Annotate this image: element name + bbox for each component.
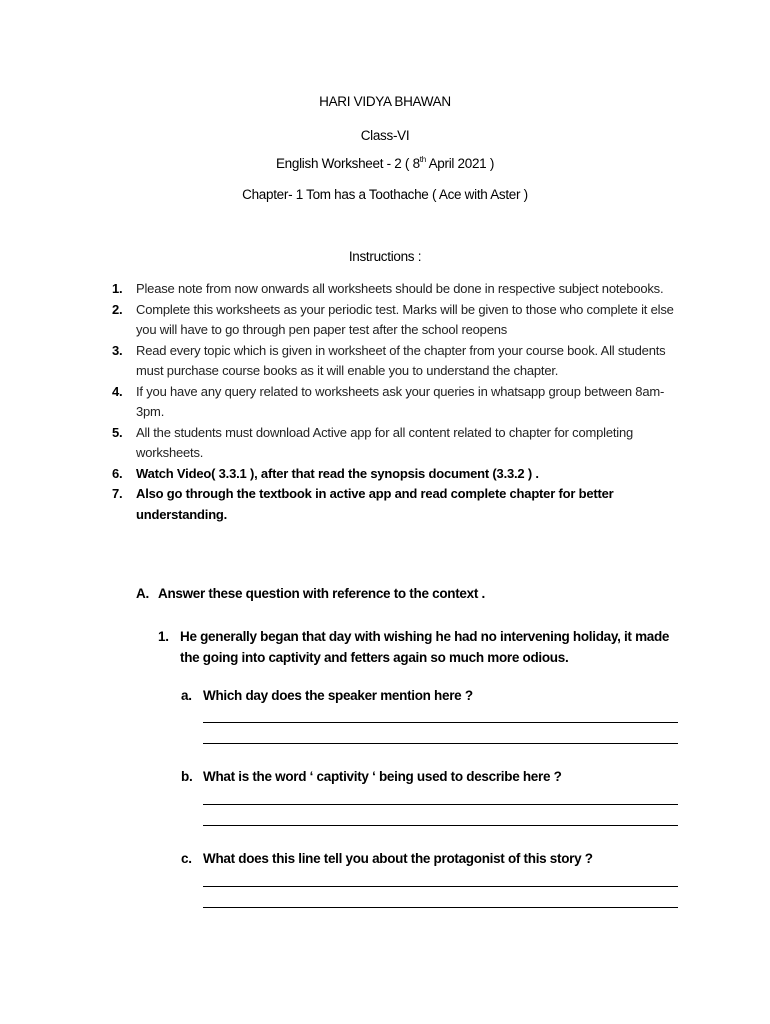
answer-line[interactable] — [203, 825, 678, 826]
instruction-text: Watch Video( 3.3.1 ), after that read the synopsis document (3.3.2 ) . — [136, 465, 539, 481]
instruction-number: 7. — [112, 486, 123, 501]
instruction-item — [112, 300, 692, 341]
subquestion-a — [181, 688, 473, 703]
instruction-item — [112, 382, 692, 423]
subquestion-label: c. — [181, 851, 192, 866]
answer-line[interactable] — [203, 907, 678, 908]
instruction-text: Read every topic which is given in worksheet of the chapter from your course book. All students must purchase course books as it will enable you to understand the chapter. — [136, 342, 666, 378]
worksheet-title-post: April 2021 ) — [425, 156, 495, 171]
answer-line[interactable] — [203, 886, 678, 887]
instruction-item — [112, 279, 692, 300]
instruction-number: 5. — [112, 424, 123, 440]
instruction-text: All the students must download Active app for all content related to chapter for completing worksheets. — [136, 424, 634, 460]
instruction-number: 4. — [112, 383, 123, 399]
instruction-item — [112, 464, 692, 485]
question-1-text: He generally began that day with wishing he had no intervening holiday, it made the going into captivity and fetters again so much more odious. — [180, 629, 670, 665]
chapter-title: Chapter- 1 Tom has a Toothache ( Ace with Aster ) — [242, 187, 528, 202]
instruction-text: Complete this worksheets as your periodic test. Marks will be given to those who complete it else you will have to go through pen paper test after the school reopens — [136, 301, 674, 337]
instruction-item — [112, 341, 692, 382]
subquestion-text: Which day does the speaker mention here ? — [203, 688, 473, 703]
subquestion-text: What does this line tell you about the protagonist of this story ? — [203, 851, 593, 866]
subquestion-label: a. — [181, 688, 192, 703]
section-a-title: Answer these question with reference to the context . — [158, 586, 485, 601]
instruction-text: If you have any query related to worksheets ask your queries in whatsapp group between 8am-3pm. — [136, 383, 665, 419]
instruction-item — [112, 423, 692, 464]
question-1 — [158, 626, 678, 668]
instruction-item — [112, 484, 692, 525]
question-1-number: 1. — [158, 629, 169, 644]
worksheet-title-sup: th — [419, 155, 426, 164]
subquestion-label: b. — [181, 769, 193, 784]
instructions-list — [112, 279, 692, 525]
instruction-text: Also go through the textbook in active app and read complete chapter for better understanding. — [136, 486, 614, 522]
subquestion-c — [181, 851, 593, 866]
answer-line[interactable] — [203, 743, 678, 744]
worksheet-title-pre: English Worksheet - 2 ( 8 — [275, 156, 420, 171]
instruction-number: 2. — [112, 301, 123, 317]
subquestion-text: What is the word ‘ captivity ‘ being used to describe here ? — [203, 769, 562, 784]
instruction-number: 1. — [112, 281, 123, 296]
school-name: HARI VIDYA BHAWAN — [319, 94, 451, 109]
instruction-number: 6. — [112, 465, 123, 481]
section-a-label: A. — [136, 586, 149, 601]
worksheet-title — [0, 156, 770, 171]
answer-line[interactable] — [203, 722, 678, 723]
subquestion-b — [181, 769, 562, 784]
class-label: Class-VI — [360, 128, 410, 143]
section-a-heading — [136, 586, 485, 601]
instructions-heading: Instructions : — [348, 249, 422, 264]
instruction-number: 3. — [112, 342, 123, 358]
instruction-text: Please note from now onwards all worksheets should be done in respective subject notebooks. — [136, 281, 664, 296]
answer-line[interactable] — [203, 804, 678, 805]
